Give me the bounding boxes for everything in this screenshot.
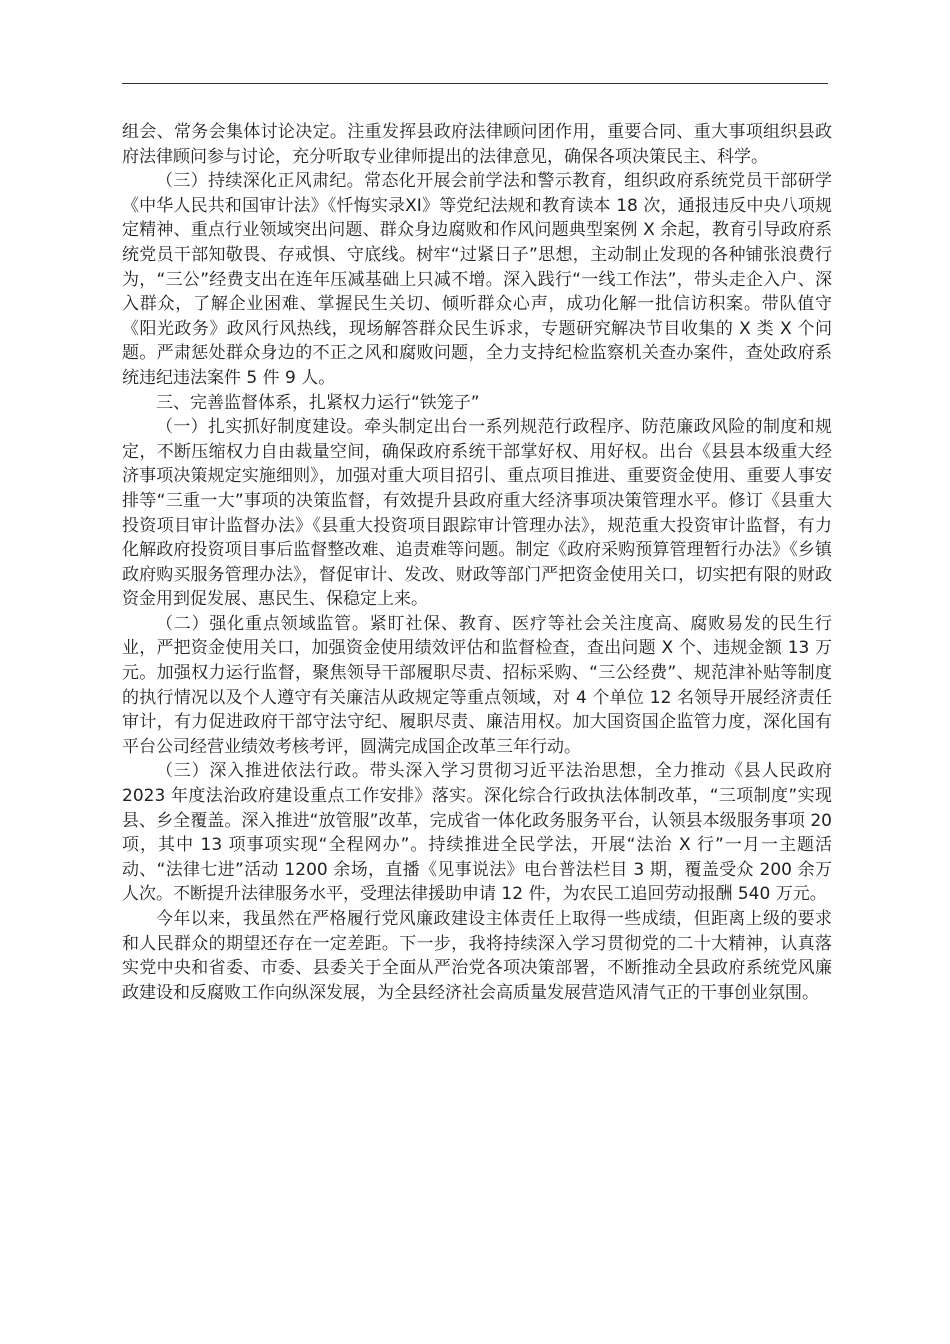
- paragraph-continuation: 组会、常务会集体讨论决定。注重发挥县政府法律顾问团作用，重要合同、重大事项组织县政府法律顾问参与讨论，充分听取专业律师提出的法律意见，确保各项决策民主、科学。: [122, 122, 832, 167]
- paragraph-institution: （一）扎实抓好制度建设。牵头制定出台一系列规范行政程序、防范廉政风险的制度和规定，不断压缩权力自由裁量空间，确保政府系统干部掌好权、用好权。出台《县县本级重大经济事项决策规定实施细则》，加强对重大项目招引、重点项目推进、重要资金使用、重要人事安排等“三重一大”事项的决策监督，有效提升县政府重大经济事项决策管理水平。修订《县重大投资项目审计监督办法》《县重大投资项目跟踪审计管理办法》，规范重大投资审计监督，有力化解政府投资项目事后监督整改难、追责难等问题。制定《政府采购预算管理暂行办法》《乡镇政府购买服务管理办法》，督促审计、发改、财政等部门严把资金使用关口，切实把有限的财政资金用到促发展、惠民生、保稳定上来。: [122, 417, 832, 610]
- paragraph-rule-of-law: （三）深入推进依法行政。带头深入学习贯彻习近平法治思想，全力推动《县人民政府 2023 年度法治政府建设重点工作安排》落实。深化综合行政执法体制改革，“三项制度”实现县、乡全覆盖。深入推进“放管服”改革，完成省一体化政务服务平台，认领县本级服务事项 20 项，其中 13 项事项实现“全程网办”。持续推进全民学法，开展“法治 X 行”一月一主题活动、“法律七进”活动 1200 余场，直播《见事说法》电台普法栏目 3 期，覆盖受众 200 余万人次。不断提升法律服务水平，受理法律援助申请 12 件，为农民工追回劳动报酬 540 万元。: [122, 761, 832, 905]
- section-heading: 三、完善监督体系，扎紧权力运行“铁笼子”: [156, 392, 480, 413]
- paragraph-supervision: （二）强化重点领域监管。紧盯社保、教育、医疗等社会关注度高、腐败易发的民生行业，严把资金使用关口，加强资金使用绩效评估和监督检查，查出问题 X 个、违规金额 13 万元。加强权力运行监督，聚焦领导干部履职尽责、招标采购、“三公经费”、规范津补贴等制度的执行情况以及个人遵守有关廉洁从政规定等重点领域，对 4 个单位 12 名领导开展经济责任审计，有力促进政府干部守法守纪、履职尽责、廉洁用权。加大国资国企监管力度，深化国有平台公司经营业绩效考核考评，圆满完成国企改革三年行动。: [122, 613, 832, 757]
- paragraph-discipline: （三）持续深化正风肃纪。常态化开展会前学法和警示教育，组织政府系统党员干部研学《中华人民共和国审计法》《忏悔实录XI》等党纪法规和教育读本 18 次，通报违反中央八项规定精神、重点行业领域突出问题、群众身边腐败和作风问题典型案例 X 余起，教育引导政府系统党员干部知敬畏、存戒惧、守底线。树牢“过紧日子”思想，主动制止发现的各种铺张浪费行为，“三公”经费支出在连年压减基础上只减不增。深入践行“一线工作法”，带头走企入户、深入群众，了解企业困难、掌握民生关切、倾听群众心声，成功化解一批信访积案。带队值守《阳光政务》政风行风热线，现场解答群众民生诉求，专题研究解决节目收集的 X 类 X 个问题。严肃惩处群众身边的不正之风和腐败问题，全力支持纪检监察机关查办案件，查处政府系统违纪违法案件 5 件 9 人。: [122, 171, 832, 388]
- paragraph-conclusion: 今年以来，我虽然在严格履行党风廉政建设主体责任上取得一些成绩，但距离上级的要求和人民群众的期望还存在一定差距。下一步，我将持续深入学习贯彻党的二十大精神，认真落实党中央和省委、市委、县委关于全面从严治党各项决策部署，不断推动全县政府系统党风廉政建设和反腐败工作向纵深发展，为全县经济社会高质量发展营造风清气正的干事创业氛围。: [122, 909, 832, 1003]
- document-body: [122, 120, 832, 1005]
- header-rule: [122, 83, 828, 84]
